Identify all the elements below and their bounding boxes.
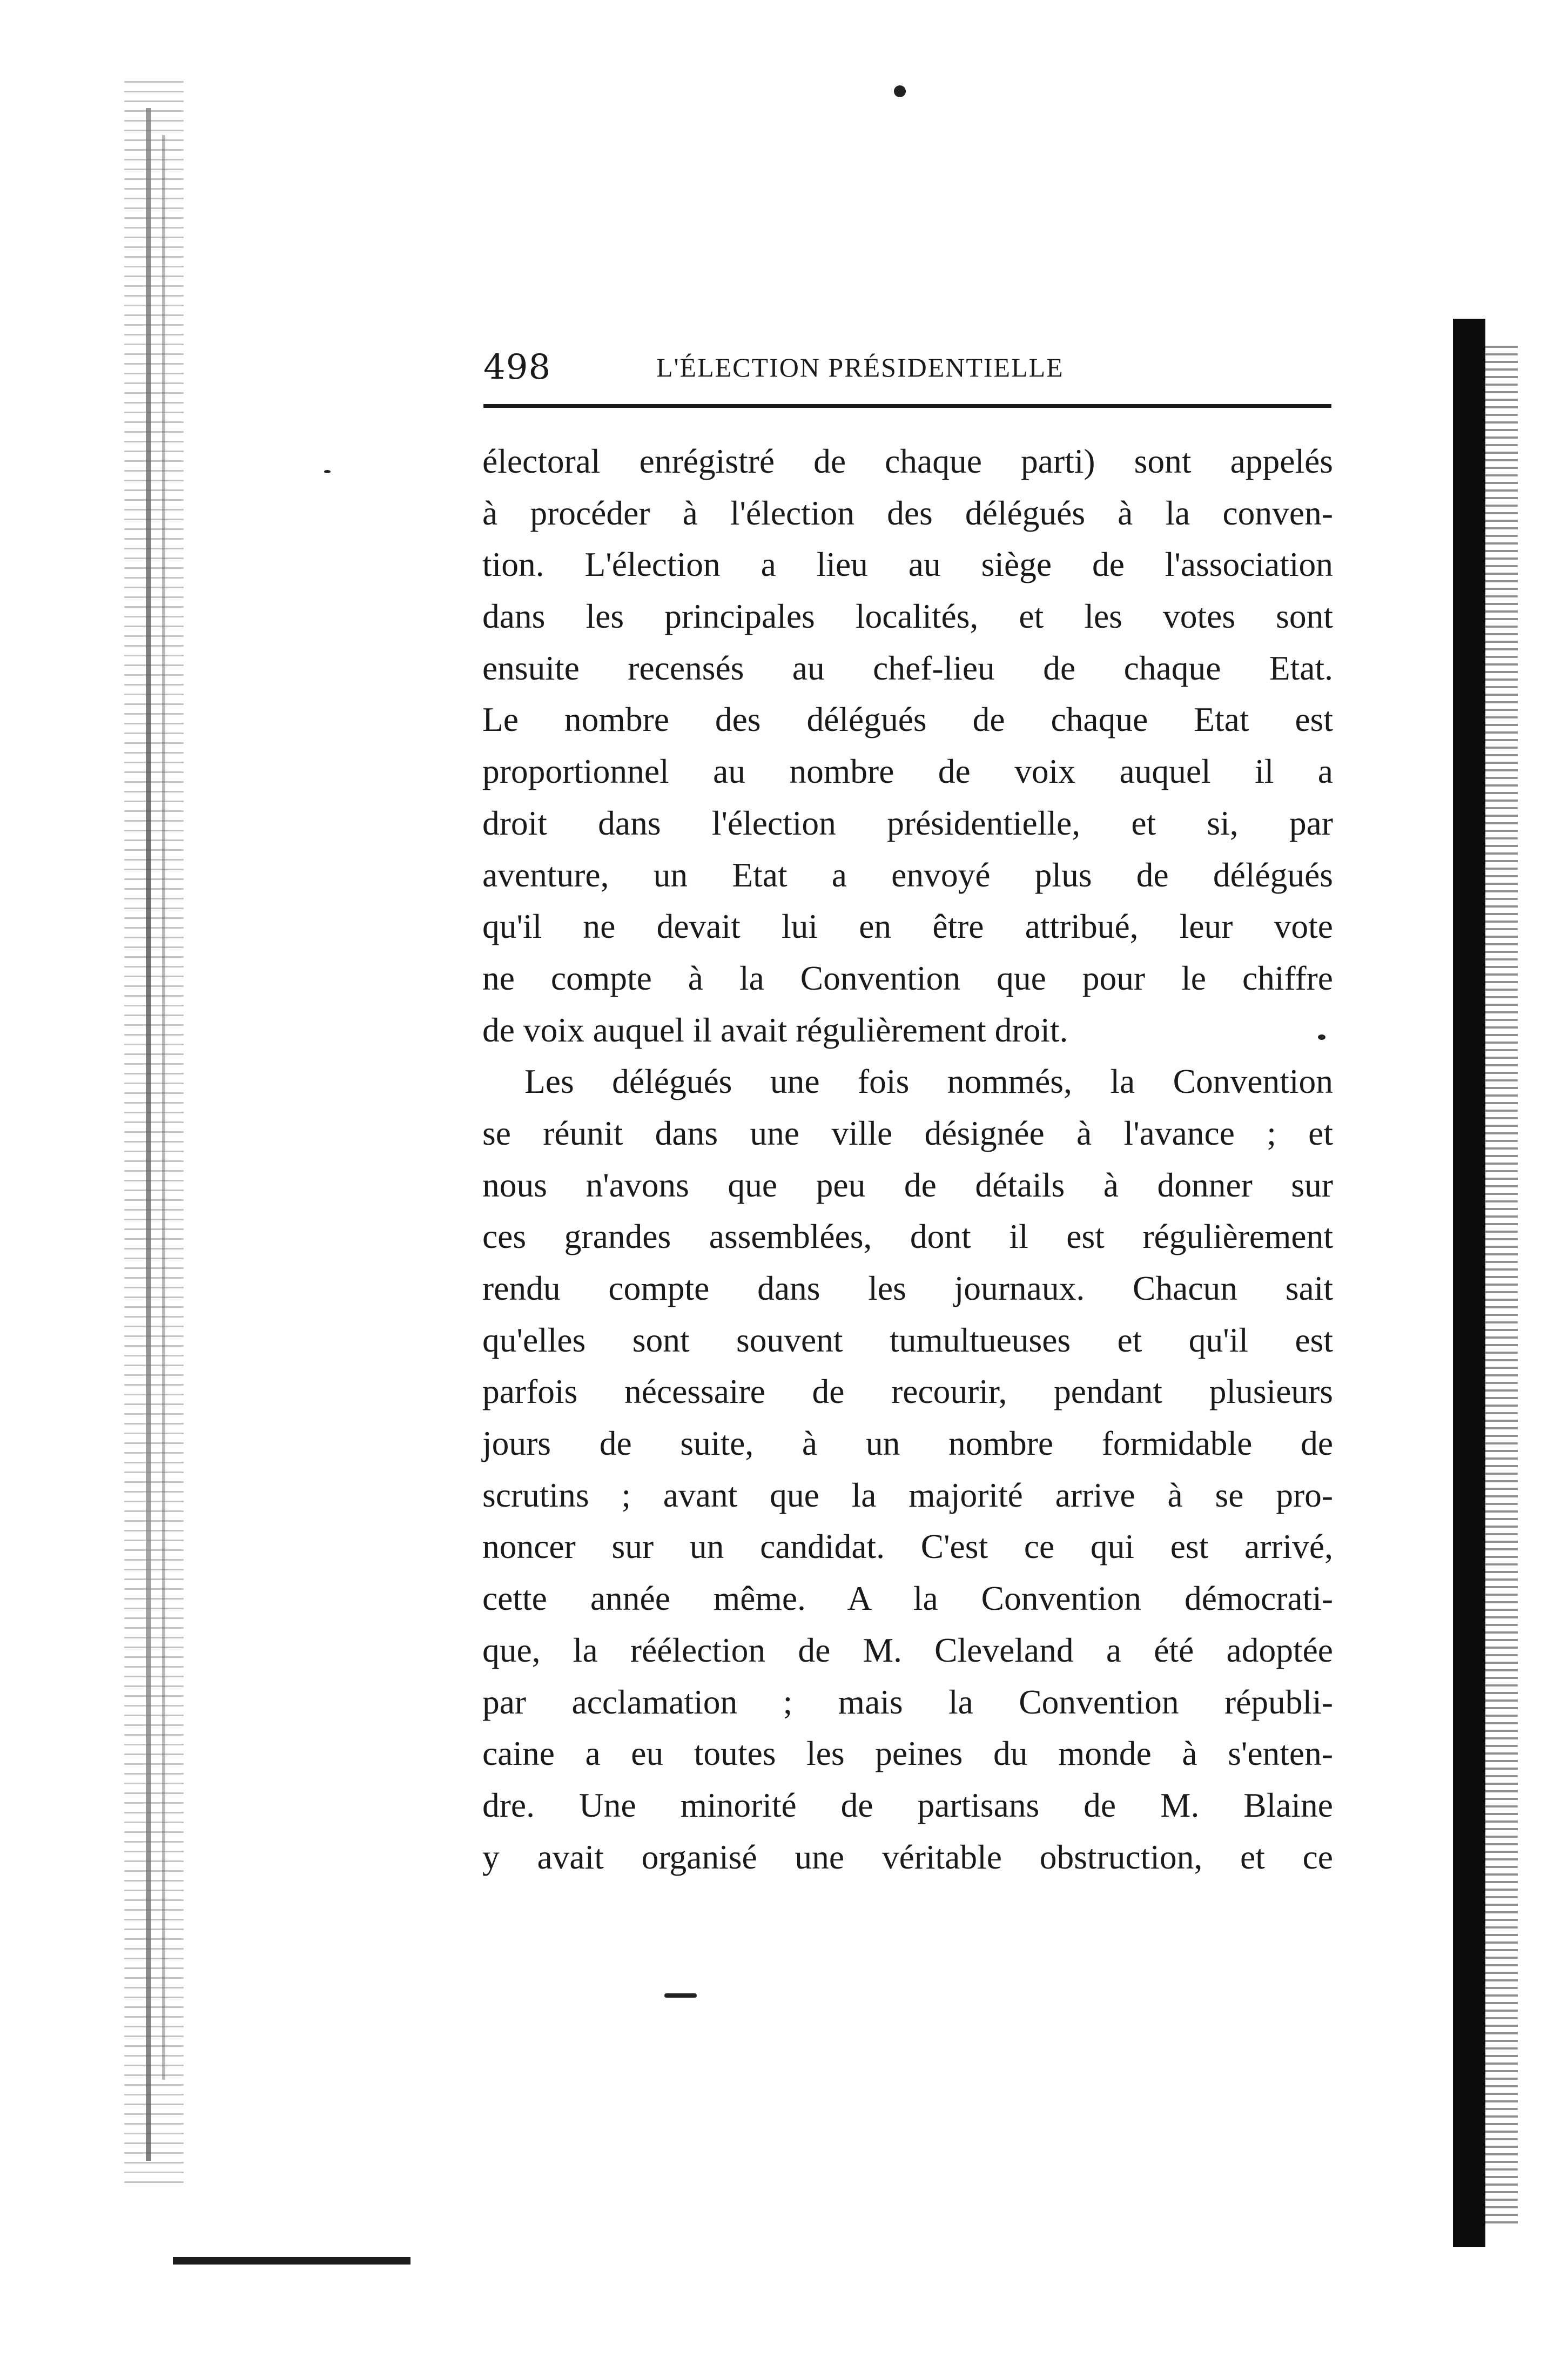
text-line: qu'elles sont souvent tumultueuses et qu'il est (482, 1320, 1333, 1359)
scan-binding-right-fringe (1485, 346, 1518, 2226)
scan-bottom-mark (173, 2257, 410, 2265)
text-line: proportionnel au nombre de voix auquel il a (482, 752, 1333, 791)
text-line: droit dans l'élection présidentielle, et si, par (482, 803, 1333, 842)
text-line: Les délégués une fois nommés, la Convention (524, 1062, 1333, 1101)
running-title: L'ÉLECTION PRÉSIDENTIELLE (656, 352, 1064, 382)
text-line: rendu compte dans les journaux. Chacun sait (482, 1269, 1333, 1307)
text-line: dans les principales localités, et les votes sont (482, 597, 1333, 636)
header-rule (483, 404, 1331, 408)
text-line: jours de suite, à un nombre formidable de (482, 1424, 1333, 1463)
paragraph (482, 1056, 1333, 1883)
scan-binding-right-edge (1453, 319, 1485, 2247)
scan-binding-left-line-secondary (162, 135, 165, 2080)
scan-speck (664, 1993, 697, 1998)
text-line: Le nombre des délégués de chaque Etat est (482, 700, 1333, 739)
text-line: dre. Une minorité de partisans de M. Blaine (482, 1785, 1333, 1824)
text-line: tion. L'élection a lieu au siège de l'association (482, 545, 1333, 584)
text-line: par acclamation ; mais la Convention républi- (482, 1682, 1333, 1721)
scan-binding-left-line (146, 108, 151, 2161)
text-line: nous n'avons que peu de détails à donner sur (482, 1165, 1333, 1204)
scan-speck (324, 470, 331, 473)
text-line: caine a eu toutes les peines du monde à s'enten- (482, 1734, 1333, 1773)
text-line: de voix auquel il avait régulièrement droit. (482, 1010, 1068, 1049)
scan-speck (894, 85, 906, 97)
text-line: électoral enrégistré de chaque parti) sont appelés (482, 442, 1333, 480)
running-header (483, 346, 1331, 389)
text-line: se réunit dans une ville désignée à l'avance ; et (482, 1113, 1333, 1152)
text-line: ensuite recensés au chef-lieu de chaque Etat. (482, 648, 1333, 687)
text-line: aventure, un Etat a envoyé plus de délégués (482, 855, 1333, 894)
text-line: ces grandes assemblées, dont il est régulièrement (482, 1217, 1333, 1256)
body-text (482, 435, 1333, 1883)
text-line: que, la réélection de M. Cleveland a été adoptée (482, 1630, 1333, 1669)
text-line: scrutins ; avant que la majorité arrive à se pro- (482, 1475, 1333, 1514)
text-line: y avait organisé une véritable obstruction, et ce (482, 1837, 1333, 1876)
text-line: cette année même. A la Convention démocrati- (482, 1579, 1333, 1618)
text-line: ne compte à la Convention que pour le chiffre (482, 958, 1333, 997)
text-line: à procéder à l'élection des délégués à la conven- (482, 493, 1333, 532)
text-line: noncer sur un candidat. C'est ce qui est arrivé, (482, 1527, 1333, 1566)
paragraph (482, 435, 1333, 1056)
text-line: parfois nécessaire de recourir, pendant plusieurs (482, 1372, 1333, 1411)
scan-binding-left-edge (124, 81, 184, 2188)
text-line: qu'il ne devait lui en être attribué, leur vote (482, 907, 1333, 946)
page-number: 498 (483, 347, 551, 387)
